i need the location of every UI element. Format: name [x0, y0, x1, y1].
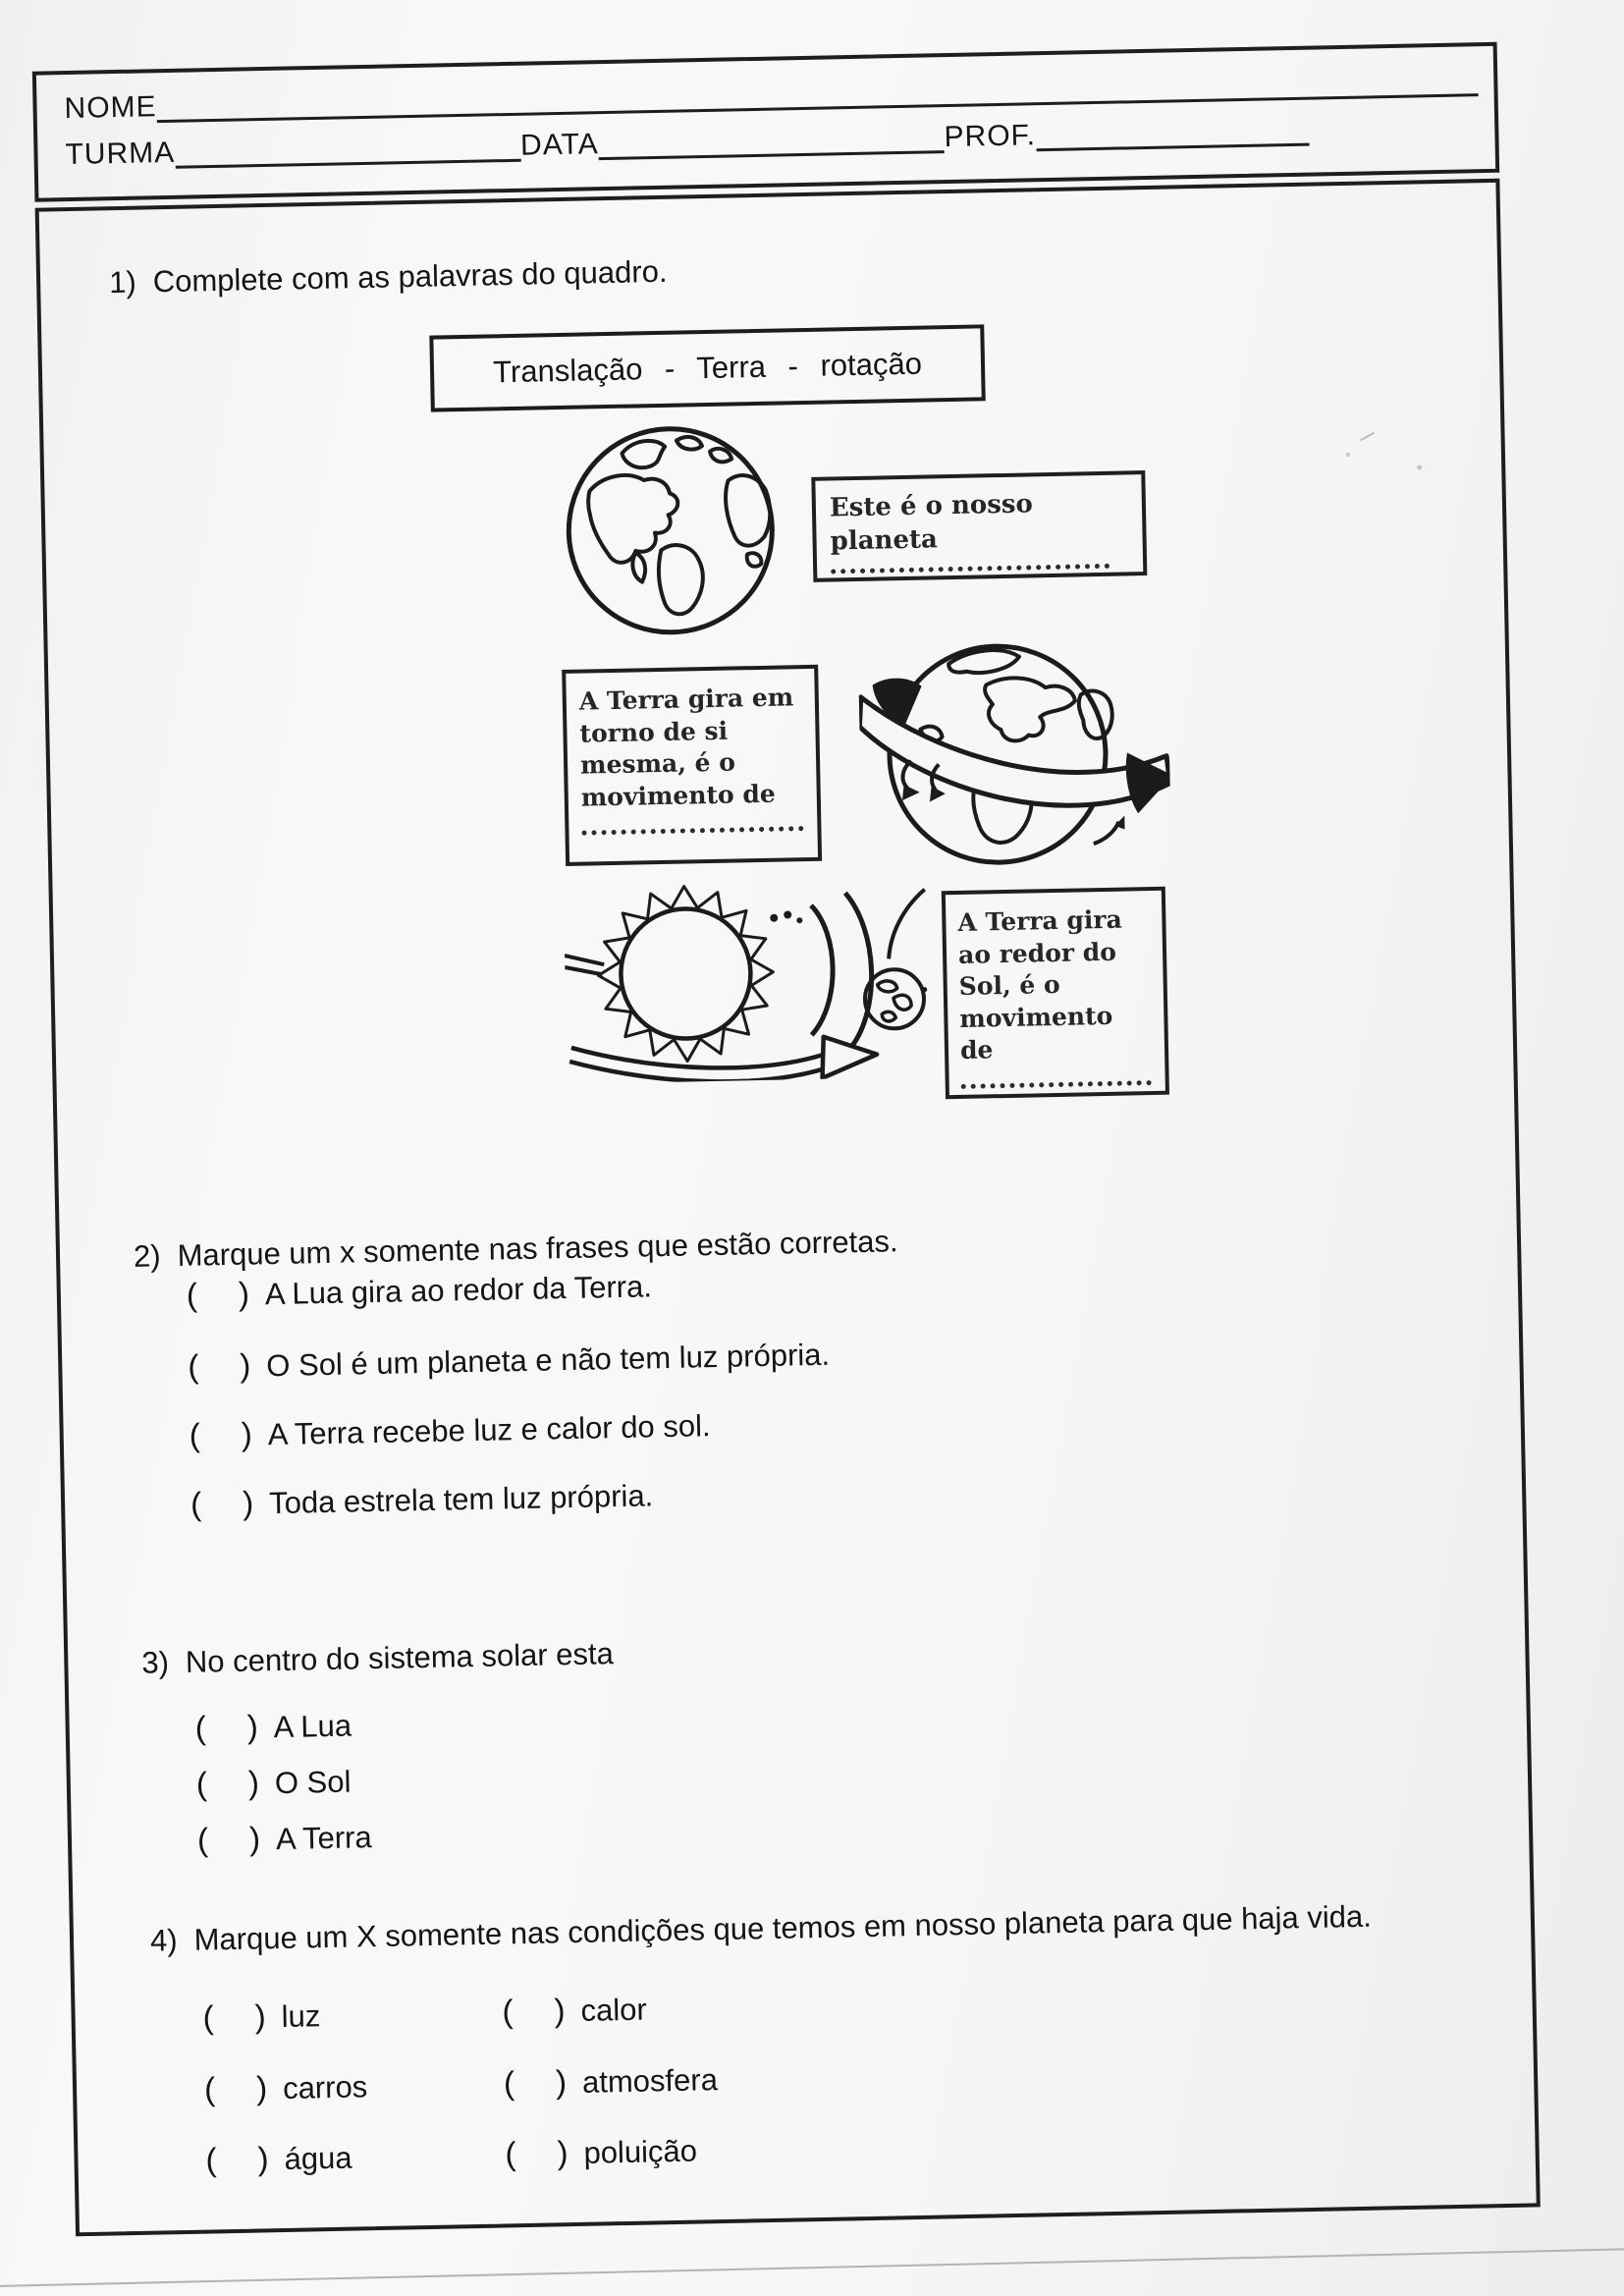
checkbox-close-paren: ) [254, 1997, 266, 2035]
question-4-option-calor [502, 1991, 647, 2031]
answer-dotted-line [961, 1080, 1152, 1089]
option-label: O Sol [274, 1764, 352, 1801]
content-box [35, 179, 1541, 2237]
word-bank-box [429, 324, 985, 411]
caption-translation-box [942, 887, 1169, 1100]
sun-orbit-icon [564, 875, 941, 1084]
option-label: luz [281, 1998, 321, 2035]
checkbox-open-paren: ( [196, 1821, 209, 1858]
question-2-text: Marque um x somente nas frases que estão corretas. [177, 1224, 898, 1273]
question-4-option-carros [204, 2067, 368, 2107]
earth-rotation-icon [858, 630, 1172, 877]
option-label: A Lua [273, 1708, 352, 1745]
checkbox-close-paren: ) [241, 1415, 253, 1452]
scan-artifact [1346, 453, 1350, 457]
option-label: A Lua gira ao redor da Terra. [264, 1269, 653, 1312]
header-box [32, 42, 1499, 202]
question-2-title [134, 1224, 898, 1275]
data-blank-line [598, 119, 945, 160]
option-label: calor [580, 1992, 648, 2028]
option-label: A Terra recebe luz e calor do sol. [267, 1408, 711, 1452]
question-4-option-agua [205, 2139, 352, 2179]
question-3-option-2 [195, 1763, 351, 1803]
checkbox-open-paren: ( [187, 1347, 199, 1385]
question-3-option-1 [194, 1707, 352, 1747]
caption-rotation-box [562, 665, 822, 866]
question-1-title [109, 254, 668, 301]
checkbox-open-paren: ( [205, 2141, 217, 2178]
checkbox-close-paren: ) [238, 1275, 250, 1312]
answer-dotted-line [831, 563, 1110, 574]
question-3-option-3 [197, 1818, 372, 1859]
question-3-text: No centro do sistema solar esta [185, 1636, 615, 1679]
checkbox-close-paren: ) [255, 2069, 268, 2106]
question-4-option-atmosfera [504, 2060, 719, 2102]
question-2-number: 2) [133, 1238, 162, 1274]
question-2-option-3 [189, 1406, 711, 1454]
checkbox-open-paren: ( [503, 2064, 515, 2102]
checkbox-close-paren: ) [555, 2063, 568, 2101]
question-4-title [150, 1899, 1372, 1959]
caption-our-planet-box [811, 470, 1147, 582]
checkbox-close-paren: ) [557, 2134, 568, 2171]
checkbox-open-paren: ( [202, 1998, 215, 2036]
checkbox-open-paren: ( [505, 2135, 516, 2172]
checkbox-close-paren: ) [257, 2140, 269, 2177]
question-2-option-1 [186, 1267, 652, 1314]
checkbox-open-paren: ( [189, 1416, 201, 1453]
checkbox-close-paren: ) [246, 1708, 259, 1745]
checkbox-open-paren: ( [203, 2070, 216, 2107]
caption-our-planet-text: Este é o nosso planeta [829, 489, 1034, 557]
question-3-title [141, 1636, 614, 1681]
question-4-option-luz [202, 1996, 320, 2036]
checkbox-close-paren: ) [554, 1992, 566, 2029]
scan-artifact [1417, 465, 1422, 469]
checkbox-open-paren: ( [195, 1765, 208, 1802]
question-2-option-2 [188, 1336, 830, 1386]
option-label: carros [282, 2069, 368, 2106]
question-1-text: Complete com as palavras do quadro. [152, 253, 668, 300]
answer-dotted-line [581, 826, 803, 836]
option-label: água [284, 2140, 352, 2176]
checkbox-close-paren: ) [239, 1346, 251, 1384]
checkbox-open-paren: ( [186, 1276, 198, 1313]
word-bank-text: Translação - Terra - rotação [492, 346, 923, 390]
checkbox-close-paren: ) [247, 1764, 260, 1801]
prof-blank-line [1036, 112, 1310, 152]
option-label: A Terra [275, 1820, 372, 1857]
turma-label: TURMA [65, 136, 176, 172]
checkbox-open-paren: ( [189, 1485, 202, 1522]
question-2-option-4 [190, 1476, 654, 1522]
question-4-option-poluicao [505, 2132, 697, 2173]
question-1-number: 1) [108, 264, 137, 301]
option-label: O Sol é um planeta e não tem luz própria. [265, 1337, 831, 1384]
question-4-number: 4) [149, 1923, 178, 1958]
checkbox-open-paren: ( [502, 1993, 514, 2030]
checkbox-open-paren: ( [194, 1709, 207, 1746]
caption-translation-text: A Terra gira ao redor do Sol, é o movimento de [957, 904, 1123, 1065]
prof-label: PROF. [944, 119, 1037, 154]
name-label: NOME [64, 90, 157, 126]
turma-blank-line [175, 128, 521, 169]
earth-globe-icon [561, 421, 780, 640]
checkbox-close-paren: ) [248, 1820, 261, 1857]
option-label: Toda estrela tem luz própria. [268, 1478, 654, 1521]
option-label: atmosfera [581, 2062, 719, 2100]
scan-artifact [1360, 432, 1375, 442]
checkbox-close-paren: ) [242, 1484, 254, 1521]
data-label: DATA [519, 128, 599, 162]
question-4-text: Marque um X somente nas condições que temos em nosso planeta para que haja vida. [193, 1898, 1373, 1957]
option-label: poluição [583, 2133, 698, 2170]
caption-rotation-text: A Terra gira em torno de si mesma, é o movimento de [578, 683, 794, 812]
question-3-number: 3) [141, 1645, 170, 1680]
